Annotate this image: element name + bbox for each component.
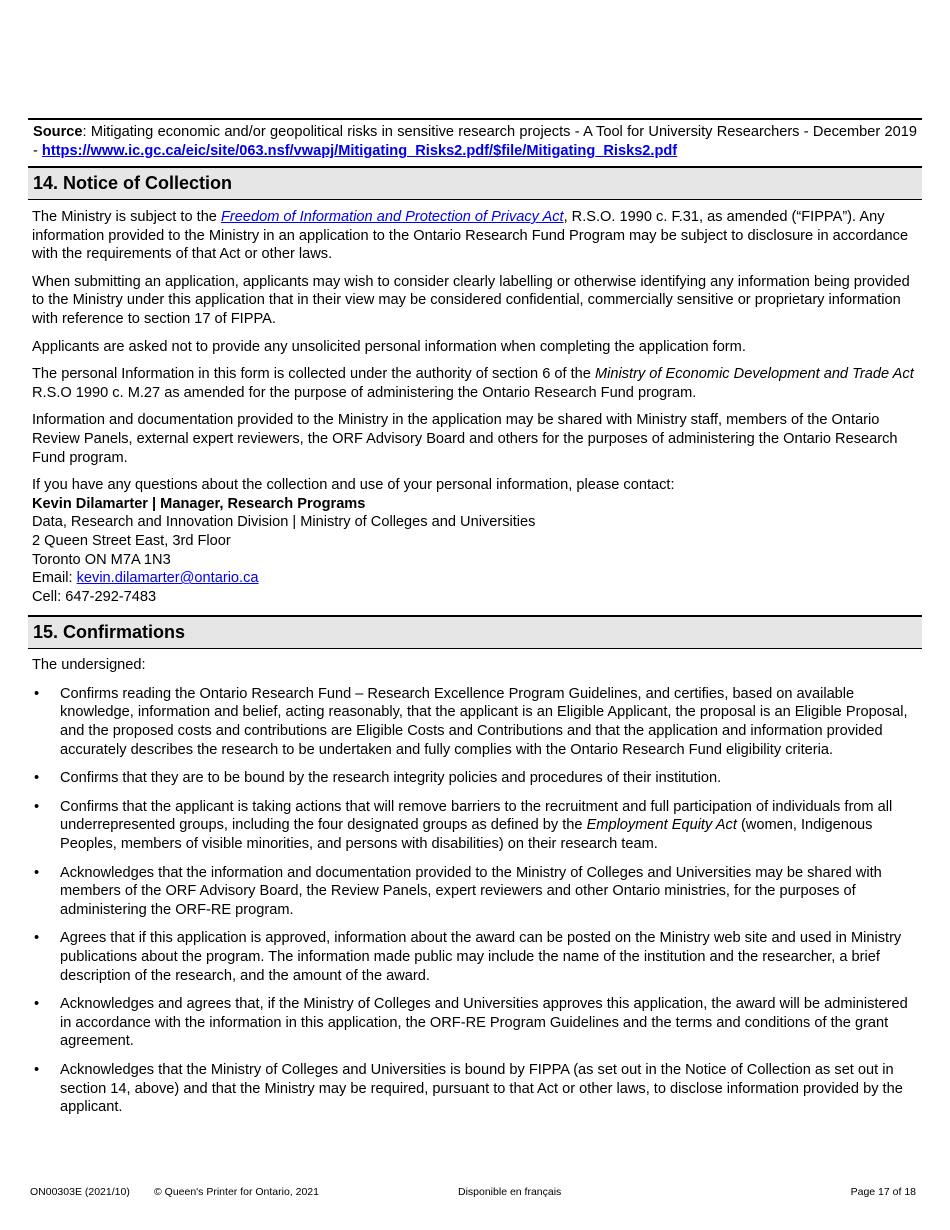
contact-email-line: Email: kevin.dilamarter@ontario.ca <box>32 570 259 587</box>
confirmations-list <box>28 685 922 1117</box>
bullet-icon: • <box>34 930 40 947</box>
document-page <box>28 118 922 1117</box>
contact-division: Data, Research and Innovation Division | Ministry of Colleges and Universities <box>32 514 536 531</box>
list-item: • Confirms reading the Ontario Research Fund – Research Excellence Program Guidelines, and certifies, based on available knowledge, information and belief, acting reasonably, that the applicant is an Eligible Applicant, the proposal is an Eligible Proposal, and the proposed costs and contributions are Eligible Costs and Contributions and that the application and information provided accurately describes the research to be undertaken and fully complies with the Ontario Research Fund eligibility criteria. <box>34 685 908 758</box>
list-item: • Acknowledges and agrees that, if the Ministry of Colleges and Universities approves this application, the award will be administered in accordance with the information in this application, the ORF-RE Program Guidelines and the terms and conditions of the grant agreement. <box>34 996 908 1050</box>
list-item: • Acknowledges that the information and documentation provided to the Ministry of Colleges and Universities may be shared with members of the ORF Advisory Board, the Review Panels, expert reviewers and other Ontario ministries, for the purposes of administering the ORF-RE program. <box>34 864 882 918</box>
source-link[interactable]: https://www.ic.gc.ca/eic/site/063.nsf/vwapj/Mitigating_Risks2.pdf/$file/Mitigating_Risks2.pdf <box>41 143 678 159</box>
form-id: ON00303E (2021/10) <box>30 1186 130 1198</box>
notice-paragraph-1: The Ministry is subject to the Freedom of Information and Protection of Privacy Act, R.S.O. 1990 c. F.31, as amended (“FIPPA”). Any information provided to the Ministry in an application to the Ontario Research Fund Program may be subject to disclosure in accordance with the requirements of that Act or other laws. <box>32 209 909 263</box>
contact-address-line-1: 2 Queen Street East, 3rd Floor <box>32 532 231 549</box>
bullet-icon: • <box>34 770 40 787</box>
notice-paragraph-3: Applicants are asked not to provide any unsolicited personal information when completing the application form. <box>32 338 746 355</box>
section-14-header: 14. Notice of Collection <box>28 166 922 200</box>
list-item: • Agrees that if this application is approved, information about the award can be posted on the Ministry web site and used in Ministry publications about the program. The information made public may include the name of the institution and the researcher, a brief description of the research, and the amount of the award. <box>34 930 902 984</box>
contact-email-link[interactable]: kevin.dilamarter@ontario.ca <box>76 570 259 587</box>
list-item: • Acknowledges that the Ministry of Colleges and Universities is bound by FIPPA (as set out in the Notice of Collection as set out in section 14, above) and that the Ministry may be required, pursuant to that Act or other laws, to disclose information provided by the applicant. <box>34 1061 903 1116</box>
notice-paragraph-2: When submitting an application, applicants may wish to consider clearly labelling or otherwise identifying any information being provided to the Ministry under this application that in their view may be considered confidential, commercially sensitive or proprietary information with reference to section 17 of FIPPA. <box>32 273 910 327</box>
copyright: © Queen's Printer for Ontario, 2021 <box>154 1186 319 1198</box>
source-label: Source <box>33 124 83 140</box>
notice-paragraph-5: Information and documentation provided to the Ministry in the application may be shared with Ministry staff, members of the Ontario Review Panels, external expert reviewers, the ORF Advisory Board and others for the purposes of administering the Ontario Research Fund program. <box>32 412 898 466</box>
notice-paragraph-4: The personal Information in this form is collected under the authority of section 6 of the Ministry of Economic Development and Trade Act R.S.O 1990 c. M.27 as amended for the purpose of administering the Ontario Research Fund program. <box>32 366 914 401</box>
contact-address-line-2: Toronto ON M7A 1N3 <box>32 551 171 568</box>
list-item: • Confirms that they are to be bound by the research integrity policies and procedures of their institution. <box>34 770 722 787</box>
page-number: Page 17 of 18 <box>850 1186 916 1198</box>
french-availability: Disponible en français <box>458 1186 562 1198</box>
source-text: : Mitigating economic and/or geopolitical risks in sensitive research projects - A Tool for University Researchers - December 2019 - <box>33 124 917 159</box>
bullet-icon: • <box>34 685 40 702</box>
source-note <box>28 118 922 163</box>
contact-name: Kevin Dilamarter | Manager, Research Programs <box>32 495 366 512</box>
contact-intro: If you have any questions about the collection and use of your personal information, please contact: <box>32 477 675 494</box>
bullet-icon: • <box>34 798 40 815</box>
bullet-icon: • <box>34 864 40 881</box>
section-15-header: 15. Confirmations <box>28 615 922 649</box>
page-footer <box>30 1186 916 1200</box>
section-14-body <box>28 208 922 606</box>
list-item: • Confirms that the applicant is taking actions that will remove barriers to the recruitment and full participation of individuals from all underrepresented groups, including the four designated groups as defined by the Employment Equity Act (women, Indigenous Peoples, members of visible minorities, and persons with disabilities) on their research team. <box>34 798 893 853</box>
confirmations-intro: The undersigned: <box>32 657 146 674</box>
bullet-icon: • <box>34 996 40 1013</box>
fippa-link[interactable]: Freedom of Information and Protection of Privacy Act <box>220 209 564 225</box>
contact-cell: Cell: 647-292-7483 <box>32 588 157 605</box>
bullet-icon: • <box>34 1061 40 1078</box>
contact-block <box>32 476 918 606</box>
